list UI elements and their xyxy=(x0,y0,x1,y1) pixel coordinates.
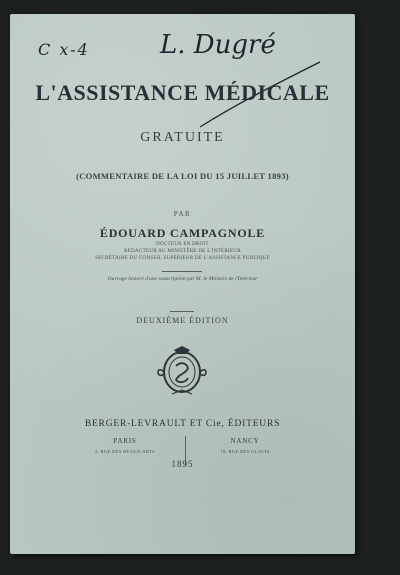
divider xyxy=(162,271,202,272)
publisher-emblem-icon xyxy=(152,344,212,400)
author-credential: DOCTEUR EN DROIT xyxy=(156,242,209,247)
book-subtitle: GRATUITE xyxy=(140,130,225,145)
commentary-line: (COMMENTAIRE DE LA LOI DU 15 JUILLET 1893) xyxy=(76,171,289,181)
subscription-note: Ouvrage honoré d'une souscription par M. le Ministre de l'Intérieur xyxy=(107,276,258,282)
handwritten-signature: L. Dugré xyxy=(160,30,276,60)
book-cover xyxy=(10,14,355,554)
book-title: L'ASSISTANCE MÉDICALE xyxy=(35,80,330,105)
city-paris: PARIS xyxy=(113,437,137,445)
address-nancy: 18, RUE DES GLACIS xyxy=(220,449,270,454)
address-paris: 5, RUE DES BEAUX-ARTS xyxy=(95,449,155,454)
par-label: PAR xyxy=(173,210,192,218)
handwritten-shelf-mark: C x-4 xyxy=(38,40,90,59)
divider xyxy=(170,311,194,312)
author-credential: RÉDACTEUR AU MINISTÈRE DE L'INTÉRIEUR xyxy=(124,249,241,254)
edition-label: DEUXIÈME ÉDITION xyxy=(136,316,229,325)
publisher-name: BERGER-LEVRAULT ET Cie, ÉDITEURS xyxy=(84,419,281,429)
city-nancy: NANCY xyxy=(230,437,260,445)
author-credential: SECRÉTAIRE DU CONSEIL SUPÉRIEUR DE L'ASSISTANCE PUBLIQUE xyxy=(95,256,270,261)
author-name: ÉDOUARD CAMPAGNOLE xyxy=(99,226,266,240)
publication-year: 1895 xyxy=(171,459,194,469)
